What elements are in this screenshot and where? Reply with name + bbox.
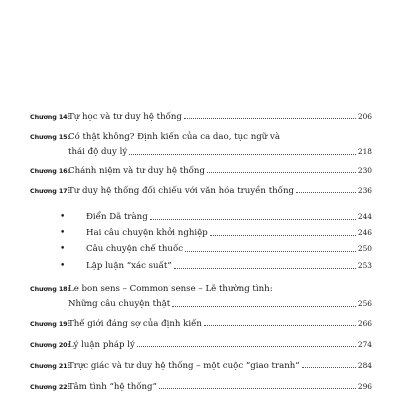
dot-leader [174,267,356,269]
toc-entry-chapter-22 [30,381,372,393]
chapter-label: Chương 17: [30,187,70,195]
dot-leader [159,387,356,389]
chapter-title: Tư duy hệ thống đối chiếu với văn hóa truyền thống [68,186,294,196]
toc-entry-chapter-18 [30,283,372,295]
bullet-marker: • [60,244,66,254]
chapter-title: Tự học và tư duy hệ thống [68,112,182,122]
chapter-label: Chương 14: [30,113,70,121]
toc-entry-chapter-16 [30,165,372,177]
toc-entry-chapter-19 [30,318,372,330]
toc-entry-chapter-14 [30,111,372,123]
dot-leader [172,305,356,307]
chapter-label: Chương 19: [30,320,70,328]
chapter-label: Chương 15: [30,133,70,141]
dot-leader [207,171,356,173]
page-number: 256 [357,299,372,308]
subentry-title: Hai câu chuyện khởi nghiệp [86,228,208,238]
toc-entry-chapter-20 [30,339,372,351]
toc-subentry [60,211,372,223]
dot-leader [184,117,356,119]
toc-subentry [60,227,372,239]
page-number: 246 [357,228,372,237]
page-number: 244 [357,212,372,221]
dot-leader [302,366,356,368]
toc-entry-chapter-21 [30,360,372,372]
chapter-title: Có thật không? Định kiến của ca dao, tục ngữ và [68,132,281,142]
chapter-label: Chương 16: [30,167,70,175]
dot-leader [185,250,356,252]
page-number: 250 [357,244,372,253]
chapter-title-continued: thái độ duy lý [68,147,128,157]
chapter-title: Le bon sens – Common sense – Lẽ thường tình: [68,284,273,294]
chapter-title: Chánh niệm và tư duy hệ thống [68,166,205,176]
chapter-title: Tâm tình “hệ thống” [68,382,157,392]
toc-subentry [60,243,372,255]
dot-leader [204,324,356,326]
chapter-label: Chương 18: [30,285,70,293]
bullet-marker: • [60,228,66,238]
page-number: 253 [357,261,372,270]
page-number: 296 [357,382,372,391]
bullet-marker: • [60,261,66,271]
page-number: 266 [357,319,372,328]
subentry-title: Câu chuyện chế thuốc [86,244,184,254]
page-number: 284 [357,361,372,370]
bullet-marker: • [60,212,66,222]
dot-leader [150,218,356,220]
chapter-title: Thế giới đáng sợ của định kiến [68,319,202,329]
toc-entry-chapter-17 [30,185,372,197]
page-number: 230 [357,166,372,175]
chapter-title-continued: Những câu chuyện thật [68,299,171,309]
dot-leader [129,153,356,155]
chapter-title: Trực giác và tư duy hệ thống – một cuộc “giao tranh” [68,361,300,371]
subentry-title: Lập luận “xác suất” [86,261,172,271]
page-number: 274 [357,340,372,349]
chapter-label: Chương 22: [30,383,70,391]
toc-entry-chapter-15-continued [68,146,372,158]
page-number: 206 [357,112,372,121]
toc-subentry [60,260,372,272]
toc-entry-chapter-15 [30,131,372,143]
chapter-title: Lý luận pháp lý [68,340,135,350]
dot-leader [210,234,356,236]
toc-entry-chapter-18-continued [68,298,372,310]
dot-leader [137,345,356,347]
dot-leader [296,191,356,193]
page-number: 236 [357,186,372,195]
chapter-label: Chương 21: [30,362,70,370]
page-number: 218 [357,147,372,156]
chapter-label: Chương 20: [30,341,70,349]
subentry-title: Điển Dã tràng [86,212,148,222]
